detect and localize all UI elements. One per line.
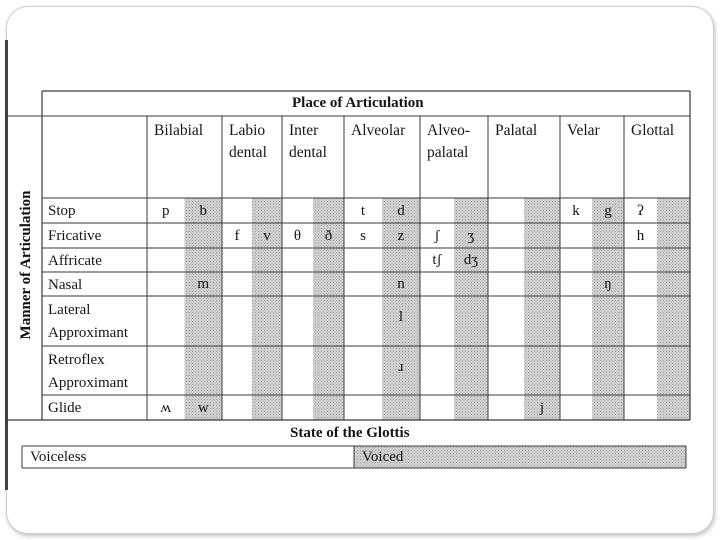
consonant-symbol: s <box>360 227 366 244</box>
voiced-column-shade <box>524 198 560 420</box>
place-header: Bilabial <box>154 122 204 139</box>
voiced-column-shade <box>592 198 624 420</box>
consonant-symbol: ð <box>324 227 333 244</box>
voiced-column-shade <box>657 198 690 420</box>
consonant-symbol: ɹ <box>398 358 404 375</box>
state-of-glottis-title: State of the Glottis <box>290 425 410 441</box>
consonant-symbol: ʍ <box>160 399 172 416</box>
consonant-symbol: dʒ <box>463 252 479 268</box>
manner-label: Fricative <box>48 228 102 244</box>
consonant-symbol: f <box>234 227 240 244</box>
place-header: Alveo- palatal <box>427 122 471 161</box>
manner-label: Stop <box>48 203 76 219</box>
consonant-symbol: θ <box>293 227 302 244</box>
manner-of-articulation-title: Manner of Articulation <box>18 190 34 340</box>
voiced-column-shade <box>185 198 223 420</box>
consonant-symbol: tʃ <box>432 252 442 268</box>
place-header: Glottal <box>631 122 675 139</box>
consonant-symbol: t <box>360 202 366 219</box>
consonant-symbol: ʔ <box>637 202 644 219</box>
manner-label: Nasal <box>48 276 83 293</box>
voiced-legend-shade <box>354 446 686 468</box>
manner-label: Affricate <box>48 252 102 269</box>
consonant-symbol: ʃ <box>434 227 440 244</box>
legend-voiced: Voiced <box>362 449 404 465</box>
consonant-symbol: j <box>539 399 545 416</box>
consonant-symbol: ŋ <box>604 276 612 292</box>
consonant-symbol: g <box>604 202 612 219</box>
manner-label: Glide <box>48 400 82 416</box>
consonant-symbol: h <box>636 227 645 244</box>
consonant-symbol: m <box>197 276 210 292</box>
place-header: Velar <box>567 122 600 139</box>
consonant-symbol: w <box>197 399 209 416</box>
consonant-symbol: d <box>397 202 405 219</box>
consonant-symbol: p <box>162 202 170 219</box>
consonant-symbol: b <box>199 202 207 219</box>
consonant-symbol: v <box>263 227 271 244</box>
legend-voiceless: Voiceless <box>30 449 87 465</box>
consonant-symbol: z <box>397 227 405 244</box>
manner-label: Retroflex Approximant <box>48 351 128 391</box>
consonant-symbol: ʒ <box>467 227 475 244</box>
place-of-articulation-title: Place of Articulation <box>292 95 424 111</box>
place-header: Labio dental <box>229 122 267 161</box>
place-header: Inter dental <box>289 122 327 161</box>
place-header: Alveolar <box>351 122 406 139</box>
consonant-symbol: l <box>398 309 404 325</box>
consonant-symbol: n <box>397 276 405 292</box>
consonant-symbol: k <box>572 202 580 219</box>
manner-label: Lateral Approximant <box>48 302 128 341</box>
place-header: Palatal <box>495 122 538 139</box>
